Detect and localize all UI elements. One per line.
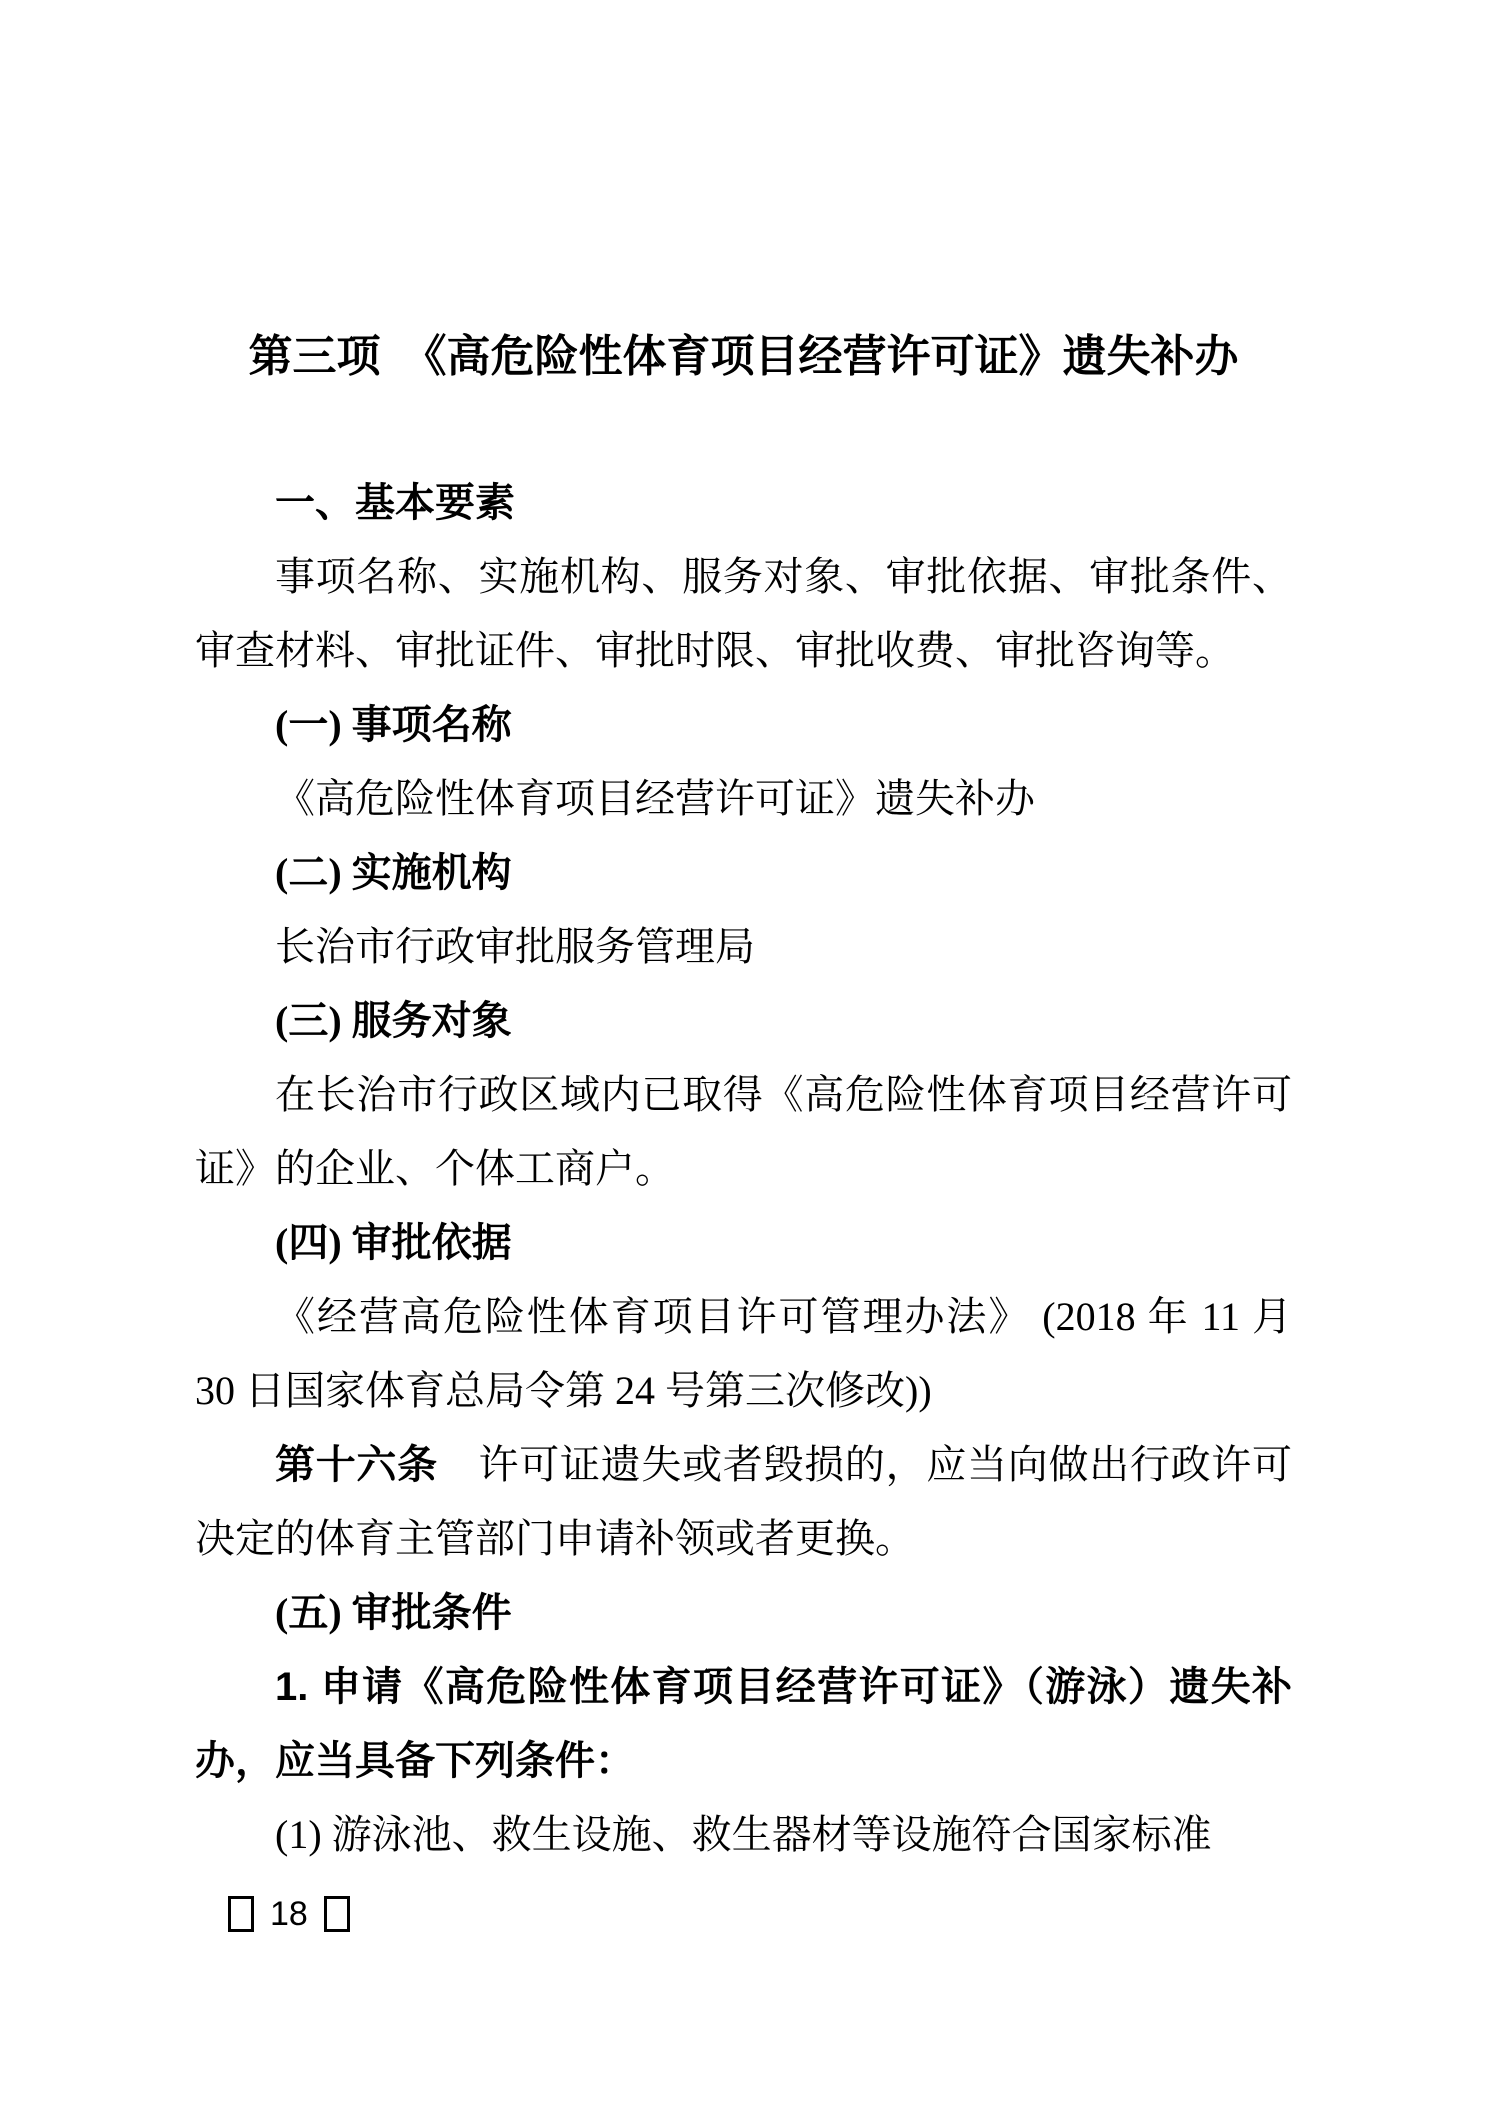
paragraph-item5-condition-1: (1) 游泳池、救生设施、救生器材等设施符合国家标准 (275, 1812, 1212, 1857)
heading-item2-implementing-agency: (二) 实施机构 (275, 850, 512, 895)
paragraph-item1-matter-name: 《高危险性体育项目经营许可证》遗失补办 (275, 776, 1035, 821)
paragraph-basic-elements: 事项名称、实施机构、服务对象、审批依据、审批条件、审查材料、审批证件、审批时限、审批收费、审批咨询等。 (195, 554, 1292, 673)
document-content (195, 320, 1292, 1872)
missing-glyph-box (228, 1896, 254, 1932)
paragraph-item4-law: 《经营高危险性体育项目许可管理办法》 (2018 年 11 月 30 日国家体育总局令第 24 号第三次修改)) (195, 1294, 1292, 1413)
heading-item3-service-target: (三) 服务对象 (275, 998, 512, 1043)
heading-item1-matter-name: (一) 事项名称 (275, 702, 512, 747)
paragraph-item2-implementing-agency: 长治市行政审批服务管理局 (275, 924, 755, 969)
article16-lead: 第十六条 (275, 1442, 438, 1487)
paragraph-item3-service-target: 在长治市行政区域内已取得《高危险性体育项目经营许可证》的企业、个体工商户。 (195, 1072, 1292, 1191)
page-footer (228, 1896, 350, 1932)
page-number: 18 (270, 1895, 308, 1933)
missing-glyph-box (324, 1896, 350, 1932)
paragraph-item5-condition-intro: 1. 申请《高危险性体育项目经营许可证》（游泳）遗失补办，应当具备下列条件： (195, 1665, 1292, 1783)
heading-item4-approval-basis: (四) 审批依据 (275, 1220, 512, 1265)
heading-basic-elements: 一、基本要素 (275, 481, 515, 525)
paragraph-item4-article16 (195, 1428, 1292, 1576)
document-title: 第三项 《高危险性体育项目经营许可证》遗失补办 (248, 332, 1239, 381)
heading-item5-approval-conditions: (五) 审批条件 (275, 1590, 512, 1635)
article16-text: 许可证遗失或者毁损的，应当向做出行政许可决定的体育主管部门申请补领或者更换。 (195, 1442, 1293, 1561)
